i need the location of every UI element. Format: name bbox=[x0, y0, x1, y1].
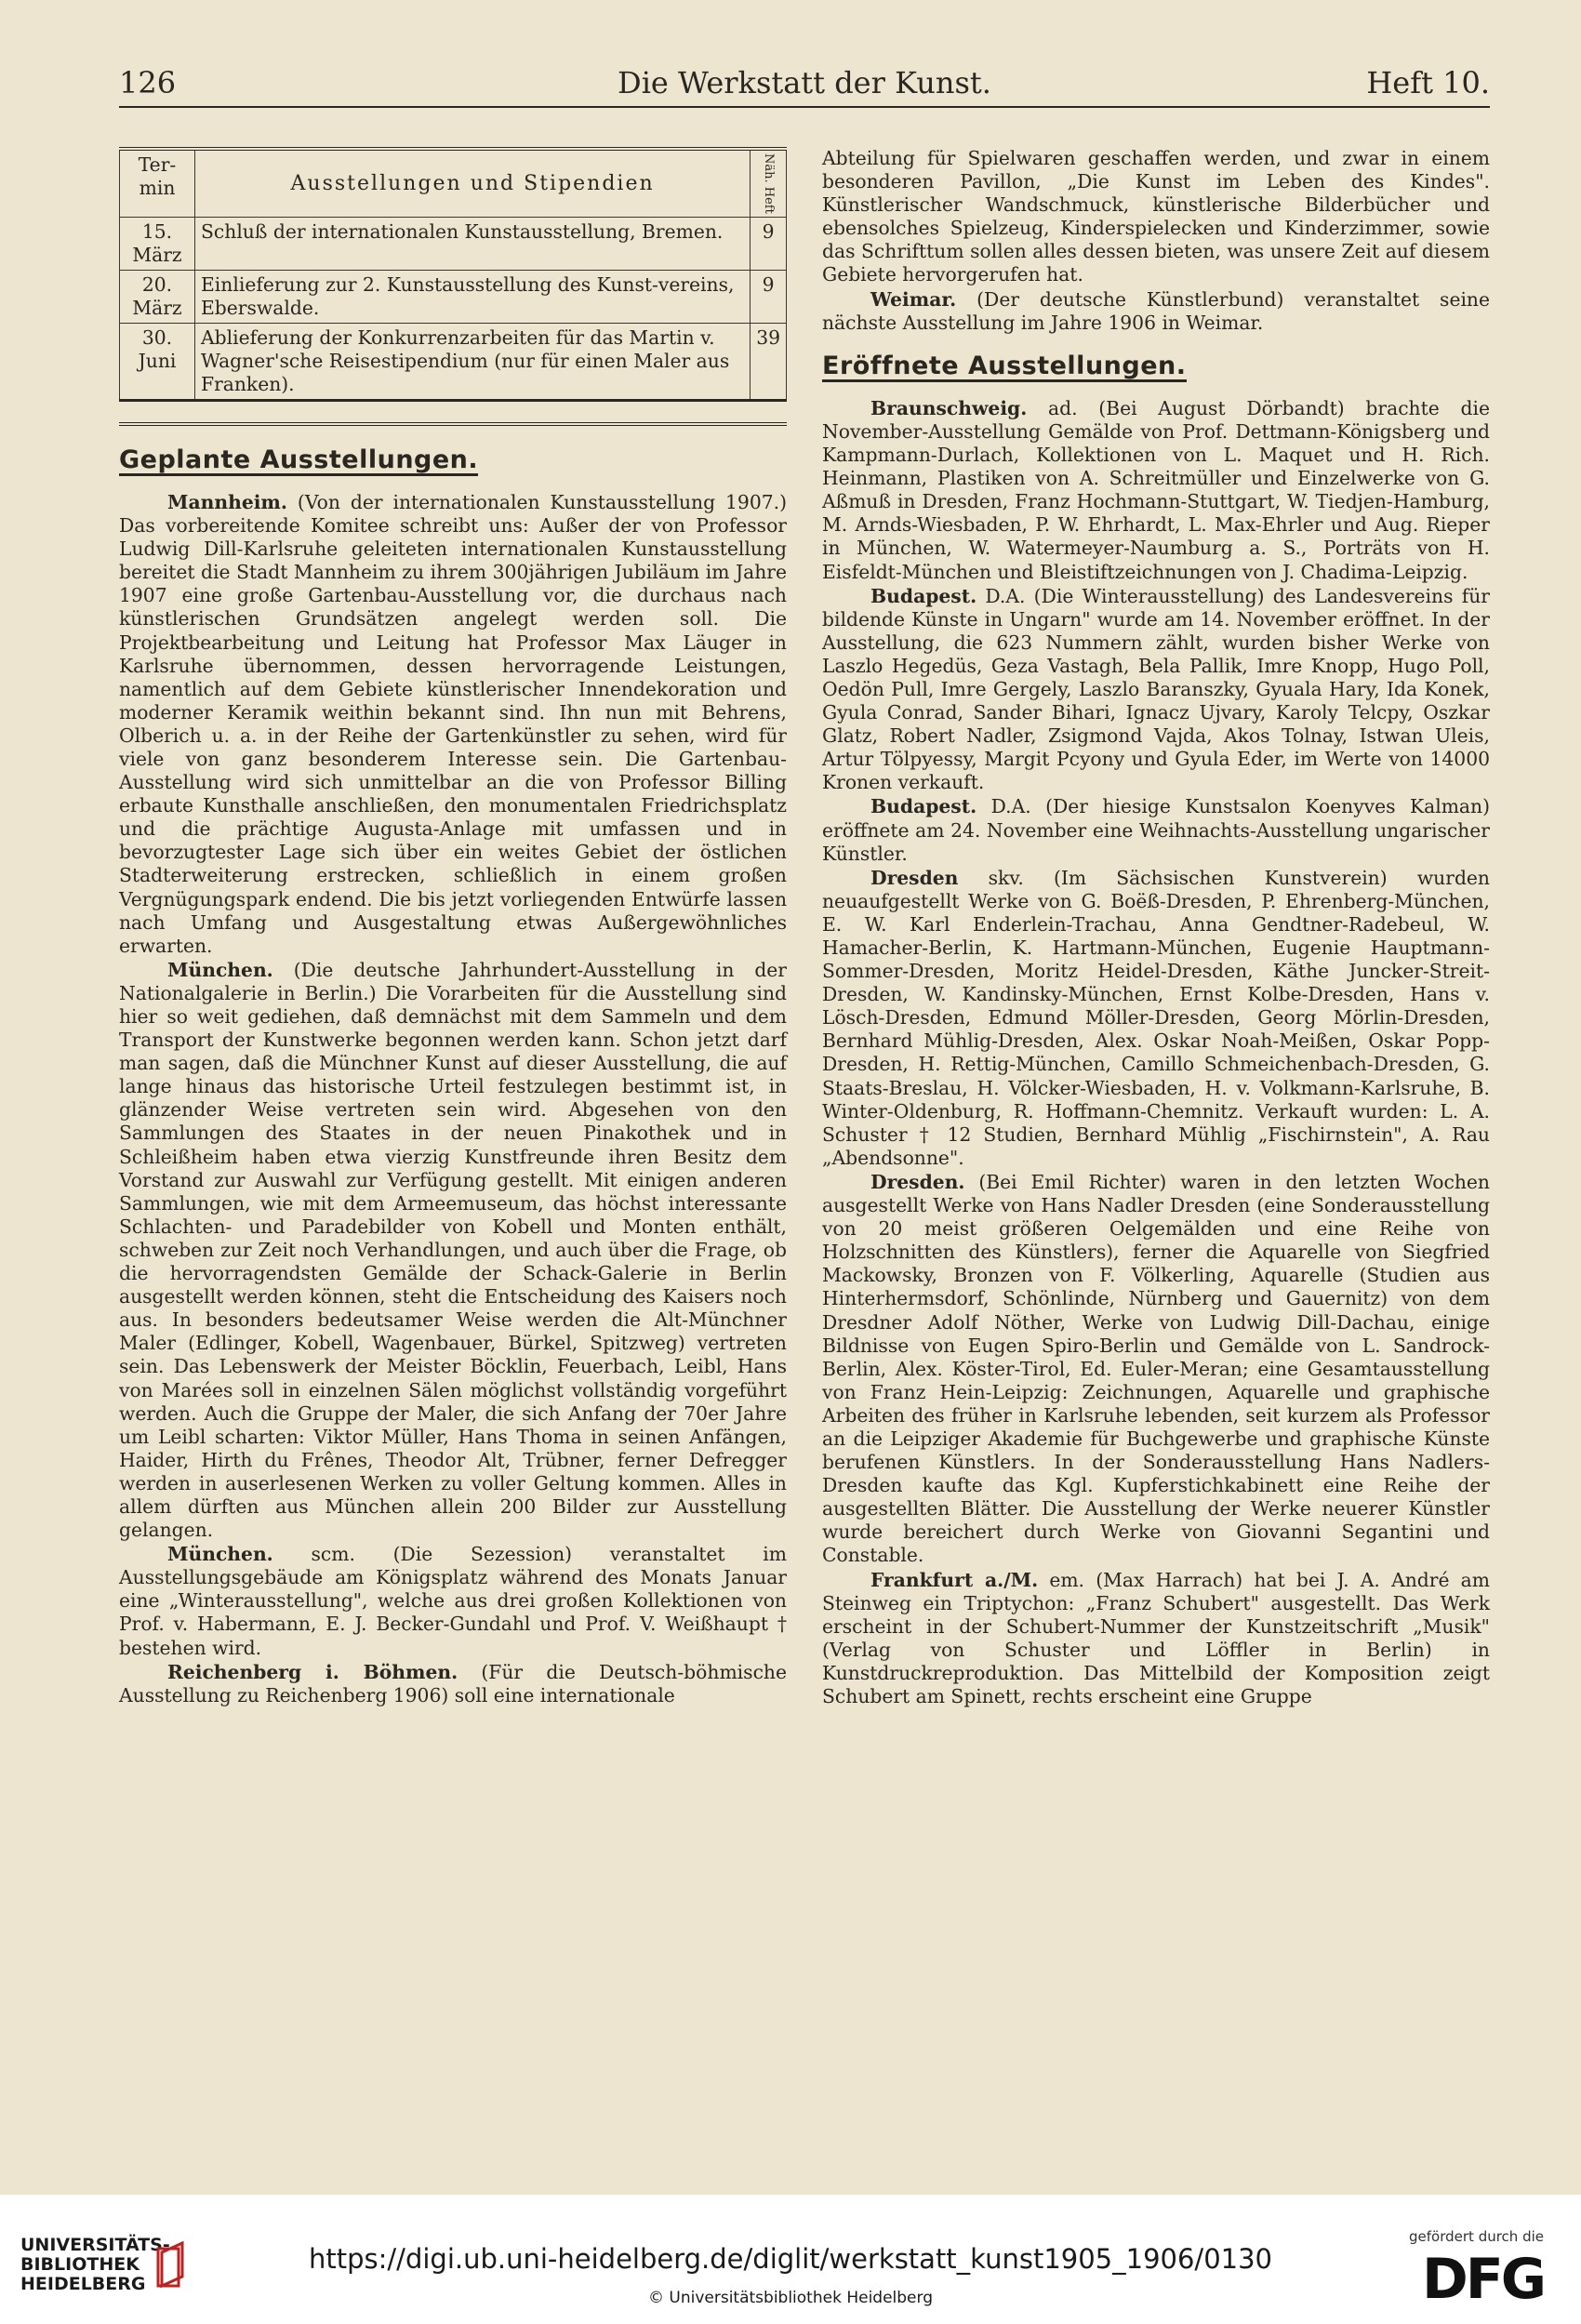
left-column bbox=[119, 147, 787, 1708]
article-text: (Bei Emil Richter) waren in den letzten Wochen ausgestellt Werke von Hans Nadler Dresden (eine Sonderausstellung von 20 meist größeren Oelgemälden und eine Reihe von Holzschnitten des Künstlers), ferner die Aquarelle von Siegfried Mackowsky, Bronzen von F. Völkerling, Aquarelle (Studien aus Hinterhermsdorf, Schönlinde, Nürnberg und Gauernitz) von dem Dresdner Adolf Nöther, Werke von Ludwig Dill-Dachau, einige Bildnisse von Eugen Spiro-Berlin und Gemälde von L. Sandrock-Berlin, Alex. Köster-Tirol, Ed. Euler-Meran; eine Gesamtausstellung von Franz Hein-Leipzig: Zeichnungen, Aquarelle und graphische Arbeiten des früher in Karlsruhe lebenden, seit kurzem als Professor an die Leipziger Akademie für Buchgewerbe und graphische Künste berufenen Künstlers. In der Sonderausstellung Hans Nadlers-Dresden kaufte das Kgl. Kupferstichkabinett eine Reihe der ausgestellten Blätter. Die Ausstellung der Werke neuerer Künstler wurde bereichert durch Werke von Giovanni Segantini und Constable. bbox=[822, 1170, 1490, 1567]
digitization-footer bbox=[0, 2195, 1581, 2324]
row-text: Einlieferung zur 2. Kunstausstellung des Kunst-vereins, Eberswalde. bbox=[195, 270, 751, 323]
running-head bbox=[119, 61, 1490, 108]
page-number: 126 bbox=[119, 65, 177, 100]
row-date: 15. März bbox=[120, 217, 195, 270]
article-text: (Für die Deutsch-böhmische Ausstellung zu Reichenberg 1906) soll eine internationale bbox=[119, 1660, 787, 1706]
article-lead: Braunschweig. bbox=[870, 396, 1028, 419]
dfg-logo: DFG bbox=[1421, 2247, 1544, 2312]
col-heft: Näh. Heft bbox=[751, 149, 787, 217]
article-dresden-richter bbox=[822, 1171, 1490, 1568]
copyright-notice: © Universitätsbibliothek Heidelberg bbox=[647, 2289, 933, 2307]
issue-number: Heft 10. bbox=[1366, 65, 1490, 100]
ub-heidelberg-logo-text: UNIVERSITÄTS- BIBLIOTHEK HEIDELBERG bbox=[20, 2235, 170, 2294]
article-text: scm. (Die Sezession) veranstaltet im Ausstellungsgebäude am Königsplatz während des Monats Januar eine „Winterausstellung", welche aus drei großen Kollektionen von Prof. v. Habermann, E. J. Becker-Gundahl und Prof. V. Weißhaupt † bestehen wird. bbox=[119, 1543, 787, 1659]
events-table bbox=[119, 147, 787, 402]
article-lead: München. bbox=[167, 1543, 273, 1566]
article-reichenberg bbox=[119, 1661, 787, 1707]
article-lead: Weimar. bbox=[870, 287, 957, 311]
article-budapest-koenyves bbox=[822, 795, 1490, 865]
article-text: D.A. (Die Winterausstellung) des Landesvereins für bildende Künste in Ungarn" wurde am 14. November eröffnet. In der Ausstellung, die 623 Nummern zählt, wurden bisher Werke von Laszlo Hegedüs, Geza Vastagh, Bela Pallik, Imre Knopp, Hugo Poll, Oedön Pull, Imre Gergely, Laszlo Baranszky, Gyuala Hary, Ida Konek, Gyula Conrad, Sander Bihari, Ignacz Ujvary, Karoly Telcpy, Oszkar Glatz, Robert Nadler, Zsigmond Vajda, Akos Tolnay, Istwan Uleis, Artur Tölpyessy, Margit Pcyony und Gyula Eder, im Werte von 14000 Kronen verkauft. bbox=[822, 584, 1490, 794]
article-budapest-winter bbox=[822, 585, 1490, 795]
funding-note: gefördert durch die bbox=[1409, 2228, 1544, 2245]
row-date: 20. März bbox=[120, 270, 195, 323]
article-dresden-kunstverein bbox=[822, 867, 1490, 1170]
article-lead: München. bbox=[167, 958, 273, 981]
article-lead: Dresden. bbox=[870, 1170, 965, 1193]
row-heft: 9 bbox=[751, 270, 787, 323]
article-text: em. (Max Harrach) hat bei J. A. André am Steinweg ein Triptychon: „Franz Schubert" ausgestellt. Das Werk erscheint in der Schubert-Nummer der Kunstzeitschrift „Musik" (Verlag von Schuster und Löffler in Berlin) in Kunstdruckreproduktion. Das Mittelbild der Komposition zeigt Schubert am Spinett, rechts erscheint eine Gruppe bbox=[822, 1568, 1490, 1707]
article-lead: Reichenberg i. Böhmen. bbox=[167, 1660, 458, 1683]
article-text: (Die deutsche Jahrhundert-Ausstellung in der Nationalgalerie in Berlin.) Die Vorarbeiten für die Ausstellung sind hier so weit gediehen, daß demnächst mit dem Sammeln und dem Transport der Kunstwerke begonnen werden kann. Schon jetzt darf man sagen, daß die Münchner Kunst auf dieser Ausstellung, die auf lange hinaus das historische Urteil festzulegen bestimmt ist, in glänzender Weise vertreten sein wird. Abgesehen von den Sammlungen des Staates in der neuen Pinakothek und in Schleißheim haben etwa vierzig Kunstfreunde ihren Besitz dem Vorstand zur Auswahl zur Verfügung gestellt. Mit einigen anderen Sammlungen, wie mit dem Armeemuseum, das höchst interessante Schlachten- und Paradebilder von Kobell und Monten enthält, schweben zur Zeit noch Verhandlungen, und auch über die Frage, ob die hervorragendsten Gemälde der Schack-Galerie in Berlin ausgestellt werden können, steht die Entscheidung des Kaisers noch aus. In besonders bedeutsamer Weise werden die Alt-Münchner Maler (Edlinger, Kobell, Wagenbauer, Bürkel, Spitzweg) vertreten sein. Das Lebenswerk der Meister Böcklin, Feuerbach, Leibl, Hans von Marées soll in einzelnen Sälen möglichst vollständig vorgeführt werden. Auch die Gruppe der Maler, die sich Anfang der 70er Jahre um Leibl scharten: Viktor Müller, Hans Thoma in seinen Anfängen, Haider, Hirth du Frênes, Theodor Alt, Trübner, ferner Defregger werden in auserlesenen Werken zu voller Geltung kommen. Alles in allem dürften aus München allein 200 Bilder zur Ausstellung gelangen. bbox=[119, 958, 788, 1542]
article-lead: Dresden bbox=[870, 866, 959, 889]
article-text: ad. (Bei August Dörbandt) brachte die November-Ausstellung Gemälde von Prof. Dettmann-Königsberg und Kampmann-Durlach, Kollektionen von L. Maquet und H. Rich. Heinmann, Plastiken von A. Schreitmüller und Einzelwerke von G. Aßmuß in Dresden, Franz Hochmann-Stuttgart, W. Tiedjen-Hamburg, M. Arnds-Wiesbaden, P. W. Ehrhardt, L. Max-Ehrler und Aug. Rieper in München, W. Watermeyer-Naumburg a. S., Porträts von H. Eisfeldt-München und Bleistiftzeichnungen von J. Chadima-Leipzig. bbox=[822, 396, 1490, 583]
article-text: skv. (Im Sächsischen Kunstverein) wurden neuaufgestellt Werke von G. Boëß-Dresden, P. Ehrenberg-München, E. W. Karl Enderlein-Trachau, Anna Gendtner-Radebeul, W. Hamacher-Berlin, K. Hartmann-München, Eugenie Hauptmann-Sommer-Dresden, Moritz Heidel-Dresden, Käthe Juncker-Streit-Dresden, W. Kandinsky-München, Ernst Kolbe-Dresden, Hans v. Lösch-Dresden, Edmund Möller-Dresden, Georg Mörlin-Dresden, Bernhard Mühlig-Dresden, Alex. Oskar Noah-Meißen, Oskar Popp-Dresden, H. Rettig-München, Camillo Schmeichenbach-Dresden, G. Staats-Breslau, H. Völcker-Wiesbaden, H. v. Volkmann-Karlsruhe, B. Winter-Oldenburg, R. Hoffmann-Chemnitz. Verkauft wurden: L. A. Schuster † 12 Studien, Bernhard Mühlig „Fischirnstein", A. Rau „Abendsonne". bbox=[822, 866, 1490, 1169]
table-row bbox=[120, 270, 787, 323]
article-muenchen-sezession bbox=[119, 1543, 787, 1659]
col-termin: Ter-min bbox=[120, 149, 195, 217]
article-frankfurt bbox=[822, 1569, 1490, 1709]
article-lead: Budapest. bbox=[870, 584, 977, 607]
section-heading-opened: Eröffnete Ausstellungen. bbox=[822, 354, 1187, 382]
article-braunschweig bbox=[822, 397, 1490, 584]
row-text: Ablieferung der Konkurrenzarbeiten für das Martin v. Wagner'sche Reisestipendium (nur für einen Maler aus Franken). bbox=[195, 323, 751, 400]
permalink-url[interactable]: https://digi.ub.uni-heidelberg.de/diglit/werkstatt_kunst1905_1906/0130 bbox=[309, 2243, 1272, 2275]
journal-title: Die Werkstatt der Kunst. bbox=[618, 65, 991, 100]
article-lead: Budapest. bbox=[870, 795, 977, 818]
row-text: Schluß der internationalen Kunstausstellung, Bremen. bbox=[195, 217, 751, 270]
article-weimar bbox=[822, 288, 1490, 335]
row-date: 30. Juni bbox=[120, 323, 195, 400]
article-text: (Von der internationalen Kunstausstellung 1907.) Das vorbereitende Komitee schreibt uns: Außer der von Professor Ludwig Dill-Karlsruhe geleiteten internationalen Kunstausstellung bereitet die Stadt Mannheim zu ihrem 300jährigen Jubiläum im Jahre 1907 eine große Gartenbau-Ausstellung vor, die durchaus nach künstlerischen Grundsätzen angelegt werden soll. Die Projektbearbeitung und Leitung hat Professor Max Läuger in Karlsruhe übernommen, dessen hervorragende Leistungen, namentlich auf dem Gebiete künstlerischer Innendekoration und moderner Keramik weithin bekannt sind. Ihn nun mit Behrens, Olberich u. a. in der Reihe der Gartenkünstler zu sehen, wird für viele von ganz besonderem Interesse sein. Die Gartenbau-Ausstellung wird sich unmittelbar an die von Professor Billing erbaute Kunsthalle anschließen, den monumentalen Friedrichsplatz und die prächtige Augusta-Anlage mit umfassen und in bevorzugtester Lage sich über ein weites Gebiet der östlichen Stadterweiterung erstrecken, schließlich in einem großen Vergnügungspark endend. Die bis jetzt vorliegenden Entwürfe lassen nach Umfang und Ausgestaltung etwas Außergewöhnliches erwarten. bbox=[119, 490, 787, 957]
events-table-header bbox=[120, 149, 787, 217]
article-lead: Mannheim. bbox=[167, 490, 287, 513]
right-column bbox=[822, 147, 1490, 1709]
article-text: D.A. (Der hiesige Kunstsalon Koenyves Kalman) eröffnete am 24. November eine Weihnachts-Ausstellung ungarischer Künstler. bbox=[822, 795, 1490, 865]
row-heft: 39 bbox=[751, 323, 787, 400]
table-row bbox=[120, 217, 787, 270]
article-text: (Der deutsche Künstlerbund) veranstaltet seine nächste Ausstellung im Jahre 1906 in Weimar. bbox=[822, 287, 1490, 334]
article-muenchen-jahrhundert bbox=[119, 959, 787, 1542]
section-divider bbox=[119, 422, 787, 426]
article-lead: Frankfurt a./M. bbox=[870, 1568, 1039, 1591]
col-title: Ausstellungen und Stipendien bbox=[195, 149, 751, 217]
article-continuation: Abteilung für Spielwaren geschaffen werden, und zwar in einem besonderen Pavillon, „Die Kunst im Leben des Kindes". Künstlerischer Wandschmuck, künstlerische Bilderbücher und ebensolches Spielzeug, Kinderspielecken und Kinderzimmer, sowie das Schrifttum sollen alles dessen bieten, was unsere Zeit auf diesem Gebiete hervorgerufen hat. bbox=[822, 147, 1490, 286]
row-heft: 9 bbox=[751, 217, 787, 270]
article-mannheim bbox=[119, 491, 787, 958]
table-row bbox=[120, 323, 787, 400]
section-heading-planned: Geplante Ausstellungen. bbox=[119, 448, 478, 476]
